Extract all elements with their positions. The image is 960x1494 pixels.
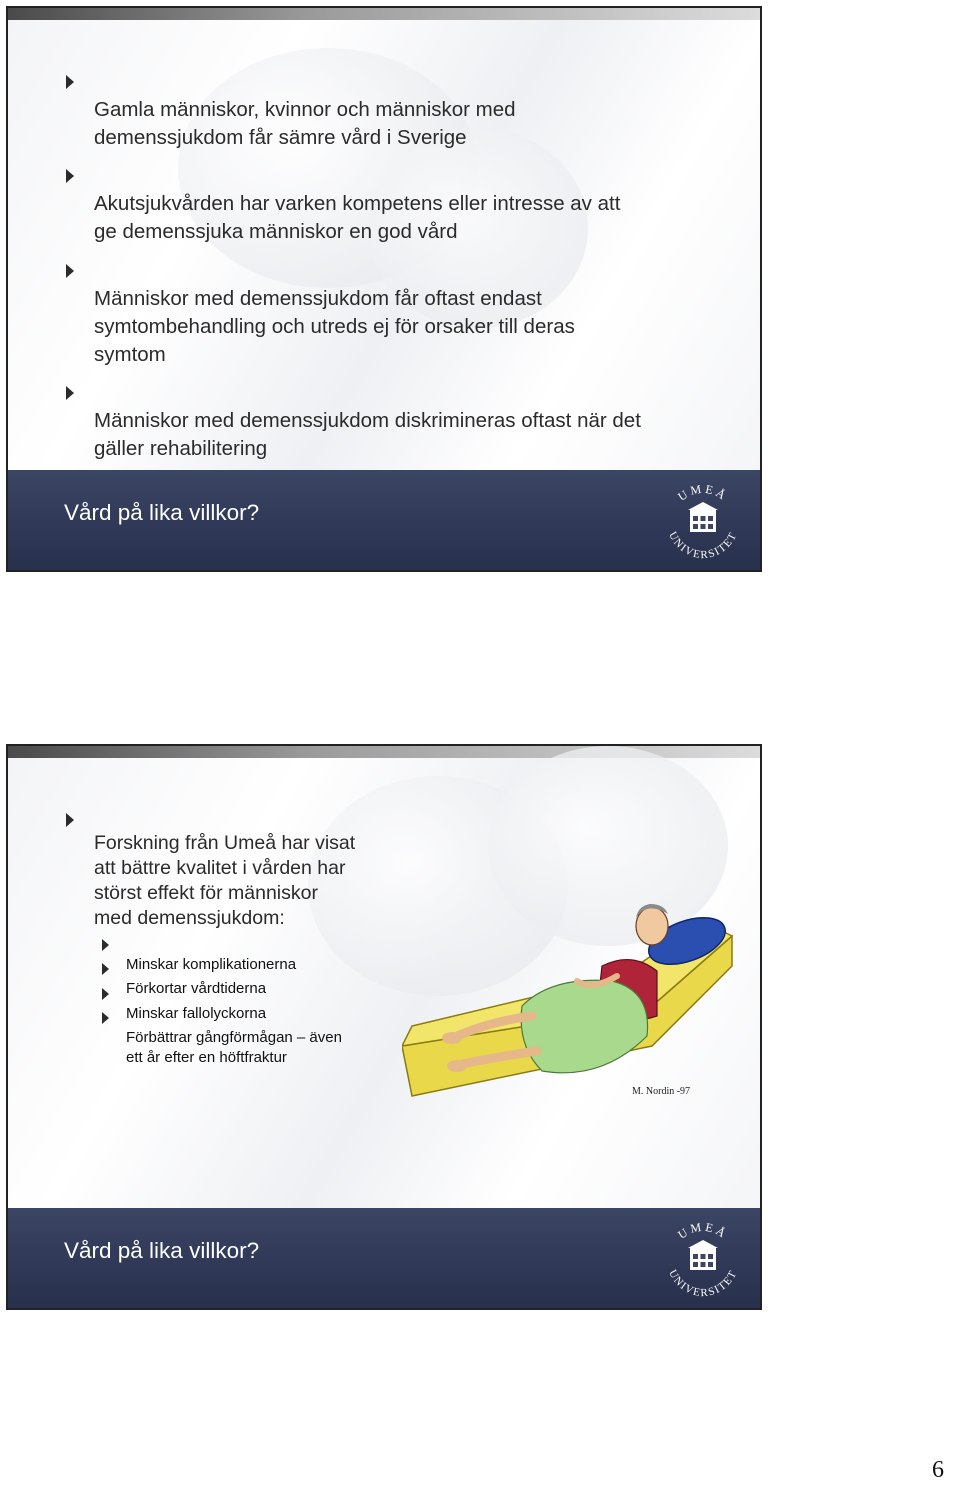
bullet-text: Forskning från Umeå har visat att bättre kvalitet i vården har störst effekt för människor med demenssjukdom: [94,832,356,929]
bullet-triangle-icon [102,1012,109,1024]
slide-1 [6,6,762,572]
bullet-text: Akutsjukvården har varken kompetens eller intresse av att ge demenssjuka människor en god vård [94,192,621,243]
page-number: 6 [932,1457,944,1483]
bullet-triangle-icon [66,813,74,827]
bullet-triangle-icon [66,386,74,400]
svg-text:UMEÅ: UMEÅ [675,1219,731,1242]
slide-footer [8,1208,760,1308]
bullet-text: Gamla människor, kvinnor och människor med demenssjukdom får sämre vård i Sverige [94,98,516,149]
svg-text:UNIVERSITET: UNIVERSITET [666,529,740,562]
bullet-triangle-icon [66,264,74,278]
footer-title: Vård på lika villkor? [64,1238,260,1263]
bullet-item [66,379,641,463]
footer-title: Vård på lika villkor? [64,500,260,525]
sub-bullet-text: Minskar fallolyckorna [126,1005,267,1022]
bullet-triangle-icon [102,988,109,1000]
sub-bullet-text: Minskar komplikationerna [126,956,297,973]
slide-footer [8,470,760,570]
bullet-triangle-icon [102,963,109,975]
bullet-item [66,68,516,152]
bullet-triangle-icon [66,169,74,183]
bullet-item [66,806,355,931]
sub-bullet-item [102,1008,342,1068]
bullet-item [66,162,620,246]
patient-in-bed-illustration [402,896,742,1106]
svg-text:UMEÅ: UMEÅ [675,481,731,504]
bullet-item [66,257,575,369]
umea-university-seal-icon [660,476,746,568]
bullet-triangle-icon [102,939,109,951]
slide-2 [6,744,762,1310]
svg-text:UNIVERSITET: UNIVERSITET [666,1267,740,1300]
sub-bullet-text: Förbättrar gångförmågan – även ett år efter en höftfraktur [126,1029,342,1066]
sub-bullet-text: Förkortar vårdtiderna [126,980,267,997]
slide-top-bar [8,8,760,20]
bullet-triangle-icon [66,75,74,89]
illustration-signature: M. Nordin -97 [632,1086,691,1097]
bullet-text: Människor med demenssjukdom diskrimineras oftast när det gäller rehabilitering [94,409,641,460]
umea-university-seal-icon [660,1214,746,1306]
bullet-text: Människor med demenssjukdom får oftast endast symtombehandling och utreds ej för orsaker till deras symtom [94,287,575,366]
